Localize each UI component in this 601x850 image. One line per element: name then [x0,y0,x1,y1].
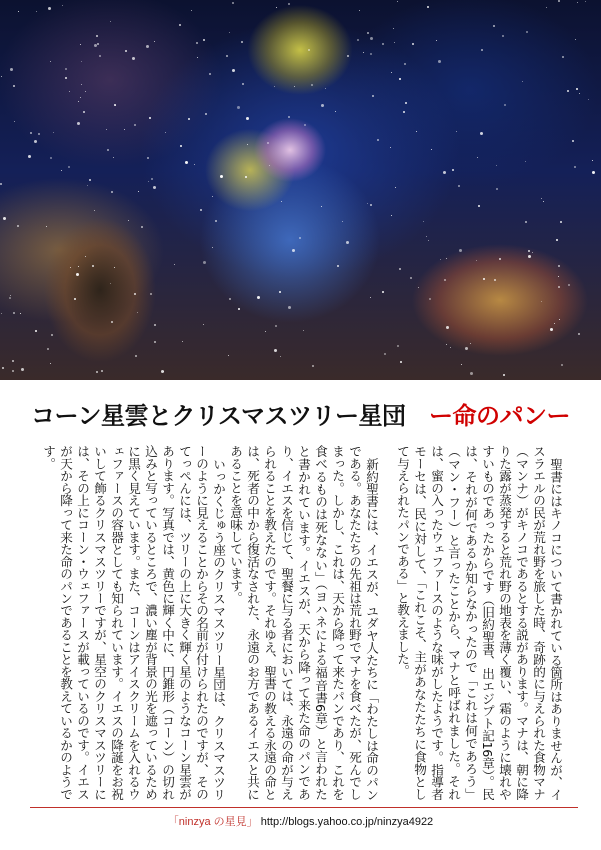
star-dot [525,221,527,223]
star-dot [36,11,37,12]
star-dot [592,171,595,174]
star-dot [182,341,183,342]
star-dot [397,345,399,347]
star-dot [154,41,155,42]
star-dot [274,349,277,352]
star-dot [1,313,2,314]
star-dot [191,10,192,11]
star-dot [299,237,301,239]
star-dot [321,104,324,107]
star-dot [212,196,213,197]
star-dot [568,284,570,286]
star-dot [13,312,15,314]
star-dot [525,161,526,162]
star-dot [403,111,405,113]
star-dot [428,240,429,241]
star-dot [134,293,136,295]
star-dot [370,37,373,40]
star-dot [135,355,137,357]
star-dot [541,198,542,199]
star-dot [154,324,156,326]
star-dot [395,187,396,188]
star-dot [246,117,249,120]
star-dot [53,132,54,133]
star-dot [3,217,6,220]
star-dot [48,7,51,10]
star-dot [574,166,576,168]
star-dot [242,83,244,85]
star-dot [558,0,560,2]
star-dot [237,106,240,109]
star-dot [405,102,407,104]
star-dot [575,39,576,40]
star-dot [465,347,468,350]
star-dot [504,104,506,106]
star-dot [148,181,149,182]
star-dot [304,124,306,126]
star-dot [476,260,477,261]
star-dot [522,81,523,82]
star-dot [377,139,379,141]
star-dot [107,149,109,151]
star-dot [572,140,574,142]
star-dot [174,264,175,265]
star-dot [436,40,437,41]
star-dot [426,236,427,237]
star-dot [89,179,91,181]
star-dot [393,28,394,29]
star-dot [493,25,495,27]
star-dot [188,118,190,120]
star-dot [150,293,152,295]
footer-url[interactable]: http://blogs.yahoo.co.jp/ninzya4922 [260,816,434,828]
star-dot [357,39,359,41]
star-dot [363,52,364,53]
star-dot [70,267,71,268]
star-dot [288,116,290,118]
star-dot [94,210,95,211]
star-dot [480,132,483,135]
star-dot [429,298,431,300]
star-dot [137,312,138,313]
star-dot [78,101,79,102]
star-dot [21,368,24,371]
star-dot [229,298,231,300]
star-dot [370,297,371,298]
star-dot [588,99,589,100]
star-dot [69,91,70,92]
star-dot [576,88,578,90]
page-title [0,396,601,431]
star-dot [205,113,207,115]
star-dot [128,220,129,221]
paragraph-manna: 聖書にはキノコについて書かれている箇所はありませんが、イスラエルの民が荒れ野を旅した時、奇跡的に与えられた食物マナ（マンナ）がキノコであるとする説があります。マナは、朝に降りた露が蒸発すると荒れ野の地表を薄く覆い、霜のように壊れやすいものであったからです（旧約聖書、出エジプト記16章）。民は、それが何であるか知らなかったので「これは何であろう」（マン・フー）と言ったことから、マナと呼ばれました。それは、蜜の入ったウェファースのような味がしたようです。指導者モーセは、民に対して、「これこそ、主があなたたちに食物として与えられたパンである」と教えました。 [395,445,563,800]
star-dot [577,2,578,3]
star-dot [165,132,166,133]
star-dot [418,287,419,288]
star-dot [20,313,21,314]
star-dot [154,341,156,343]
star-dot [446,258,447,259]
star-dot [65,68,67,70]
star-dot [312,365,314,367]
star-dot [200,209,202,211]
star-dot [245,176,247,178]
star-dot [10,295,11,296]
star-dot [400,361,402,363]
star-dot [229,32,230,33]
star-dot [579,93,580,94]
star-dot [528,255,531,258]
article-body [30,445,578,800]
star-dot [478,205,480,207]
star-dot [470,372,473,375]
star-dot [275,325,277,327]
star-dot [151,178,153,180]
star-dot [423,221,424,222]
footer [0,813,601,829]
star-dot [359,10,360,11]
star-dot [458,185,460,187]
star-dot [257,296,260,299]
star-dot [459,249,462,252]
star-dot [541,301,542,302]
star-dot [559,319,560,320]
star-dot [149,117,151,119]
star-dot [124,129,125,130]
star-dot [74,298,76,300]
star-dot [0,183,2,185]
star-dot [78,266,79,267]
star-dot [13,85,15,87]
star-dot [96,35,98,37]
star-dot [276,7,277,8]
star-dot [382,291,384,293]
star-dot [209,73,211,75]
star-dot [125,50,127,52]
star-dot [14,121,15,122]
star-dot [567,90,569,92]
star-dot [311,84,313,86]
star-dot [561,364,563,366]
star-dot [87,185,88,186]
star-dot [83,111,85,113]
star-dot [132,57,135,60]
paragraph-bread-of-life: 新約聖書には、イエスが、ユダヤ人たちに「わたしは命のパンである。あなたたちの先祖は荒れ野でマナを食べたが、死んでしまった。しかし、これは、天から降って来たパンであり、これを食べるものは死なない」（ヨハネによる福音書6章）と言われたと書かれています。イエスが、天から降って来た命のパンであり、イエスを信じて、聖餐に与る者においては、永遠の命が与えられることを教えたのです。それゆえ、聖書の教える永遠の命とは、死者の中から復活なされた、永遠のお方であるイエスと共にあることを意味しています。 [228,445,379,800]
star-dot [325,88,326,89]
star-dot [241,41,243,43]
star-dot [528,250,530,252]
star-dot [288,3,290,5]
star-dot [446,344,447,345]
star-dot [62,5,63,6]
star-dot [238,308,240,310]
star-dot [81,61,82,62]
star-dot [194,164,195,165]
star-dot [196,42,198,44]
star-dot [161,370,164,373]
star-dot [85,91,86,92]
star-dot [412,43,414,45]
star-dot [292,249,295,252]
star-dot [197,57,198,58]
star-dot [113,157,114,158]
star-dot [427,6,429,8]
star-dot [1,76,2,77]
star-dot [92,265,94,267]
star-dot [370,204,372,206]
star-dot [558,265,560,267]
star-dot [18,11,19,12]
star-dot [280,356,281,357]
star-dot [440,259,441,260]
star-dot [303,330,304,331]
star-dot [399,78,401,80]
star-dot [444,279,446,281]
star-dot [226,55,228,57]
star-dot [452,169,454,171]
star-dot [370,53,372,55]
star-dot [456,131,457,132]
star-dot [337,265,339,267]
footer-blog-name: 「ninzya の星見」 [167,816,258,828]
star-dot [308,49,310,51]
star-dot [34,140,37,143]
star-dot [450,347,451,348]
star-dot [50,157,52,159]
star-dot [399,268,401,270]
star-dot [481,49,483,51]
star-dot [543,201,544,202]
star-dot [30,132,32,134]
star-dot [502,35,504,37]
title-subtitle: ー命のパンー [429,402,571,430]
star-dot [68,166,70,168]
star-dot [550,328,553,331]
star-dot [220,175,223,178]
star-dot [12,360,14,362]
star-dot [342,221,343,222]
star-dot [47,348,49,350]
star-dot [9,297,11,299]
star-dot [51,334,53,336]
star-dot [391,215,392,216]
star-dot [215,220,217,222]
star-dot [560,221,562,223]
star-dot [97,43,99,45]
star-dot [46,226,47,227]
star-dot [228,355,229,356]
star-dot [76,273,79,276]
star-dot [394,42,395,43]
star-dot [106,129,107,130]
star-dot [294,86,295,87]
star-dot [578,333,580,335]
star-dot [232,2,234,4]
star-dot [554,323,555,324]
star-dot [503,374,505,376]
star-dot [477,157,478,158]
footer-divider [30,807,578,808]
star-dot [80,97,81,98]
star-dot [461,364,462,365]
star-dot [281,201,282,202]
star-dot [28,155,31,158]
star-dot [111,321,113,323]
star-dot [372,95,374,97]
star-dot [382,43,384,45]
star-dot [592,160,593,161]
star-dot [146,45,149,48]
star-dot [431,149,432,150]
star-dot [367,32,369,34]
star-dot [321,206,322,207]
star-dot [499,258,501,260]
star-dot [111,191,113,193]
star-dot [101,370,103,372]
star-dot [180,145,182,147]
star-dot [247,144,248,145]
star-dot [38,133,40,135]
star-dot [77,122,80,125]
star-dot [85,256,86,257]
star-dot [203,261,206,264]
star-dot [61,170,62,171]
star-dot [443,171,446,174]
star-dot [2,367,4,369]
star-dot [10,68,13,71]
star-dot [203,324,204,325]
star-dot [494,279,496,281]
star-dot [470,343,471,344]
star-dot [558,286,560,288]
star-dot [546,7,547,8]
nebula-photo [0,0,601,380]
star-dot [483,278,485,280]
star-dot [110,283,111,284]
star-dot [384,353,386,355]
star-dot [50,61,51,62]
star-dot [269,165,270,166]
star-dot [496,188,498,190]
star-dot [232,69,235,72]
paragraph-christmas-tree-cluster: いっかくじゅう座のクリスマスツリー星団は、クリスマスツリーのように見えることからその名前が付けられたのですが、そのてっぺんには、ツリーの上に大きく輝く星のようなコーン星雲があります。写真では、黄色に輝く中に、円錐形（コーン）の切れ込みと写っているところで、濃い塵が背景の光を遮っているために黒く見えています。また、コーンはアイスクリームを入れるウェファースの容器としても知られています。イエスの降誕をお祝いして飾るクリスマスツリーですが、星空のクリスマスツリーには、その上にコーン・ウェファースが載っているのです。イエスが天から降って来た命のパンであることを教えているかのようです。 [41,445,226,800]
star-dot [17,225,19,227]
star-dot [35,330,37,332]
star-dot [50,363,51,364]
star-dot [114,104,116,106]
star-dot [203,39,205,41]
star-dot [96,371,98,373]
star-dot [585,1,586,2]
star-dot [562,56,564,58]
star-dot [367,203,368,204]
star-dot [410,277,412,279]
star-dot [288,306,291,309]
star-dot [446,326,449,329]
star-dot [141,226,143,228]
star-dot [274,86,275,87]
star-dot [65,77,67,79]
star-dot [99,55,101,57]
star-dot [347,55,349,57]
star-dot [438,60,441,63]
star-dot [532,252,533,253]
star-dot [265,331,266,332]
star-dot [556,239,558,241]
star-dot [526,31,528,33]
star-dot [335,111,336,112]
star-dot [391,72,392,73]
star-dot [114,267,115,268]
star-dot [404,63,406,65]
star-dot [110,21,111,22]
star-dot [558,276,559,277]
star-dot [390,147,391,148]
star-dot [179,24,181,26]
star-dot [397,1,398,2]
star-dot [267,142,269,144]
star-dot [346,241,349,244]
star-dot [147,157,149,159]
star-dot [153,186,156,189]
star-dot [12,370,14,372]
star-dot [185,161,188,164]
star-dot [212,247,213,248]
star-dot [81,84,82,85]
title-main: コーン星雲とクリスマスツリー星団 [30,402,430,430]
star-dot [134,124,136,126]
star-dot [279,291,281,293]
star-dot [496,165,497,166]
star-dot [416,131,417,132]
star-dot [80,44,81,45]
star-dot [138,191,139,192]
